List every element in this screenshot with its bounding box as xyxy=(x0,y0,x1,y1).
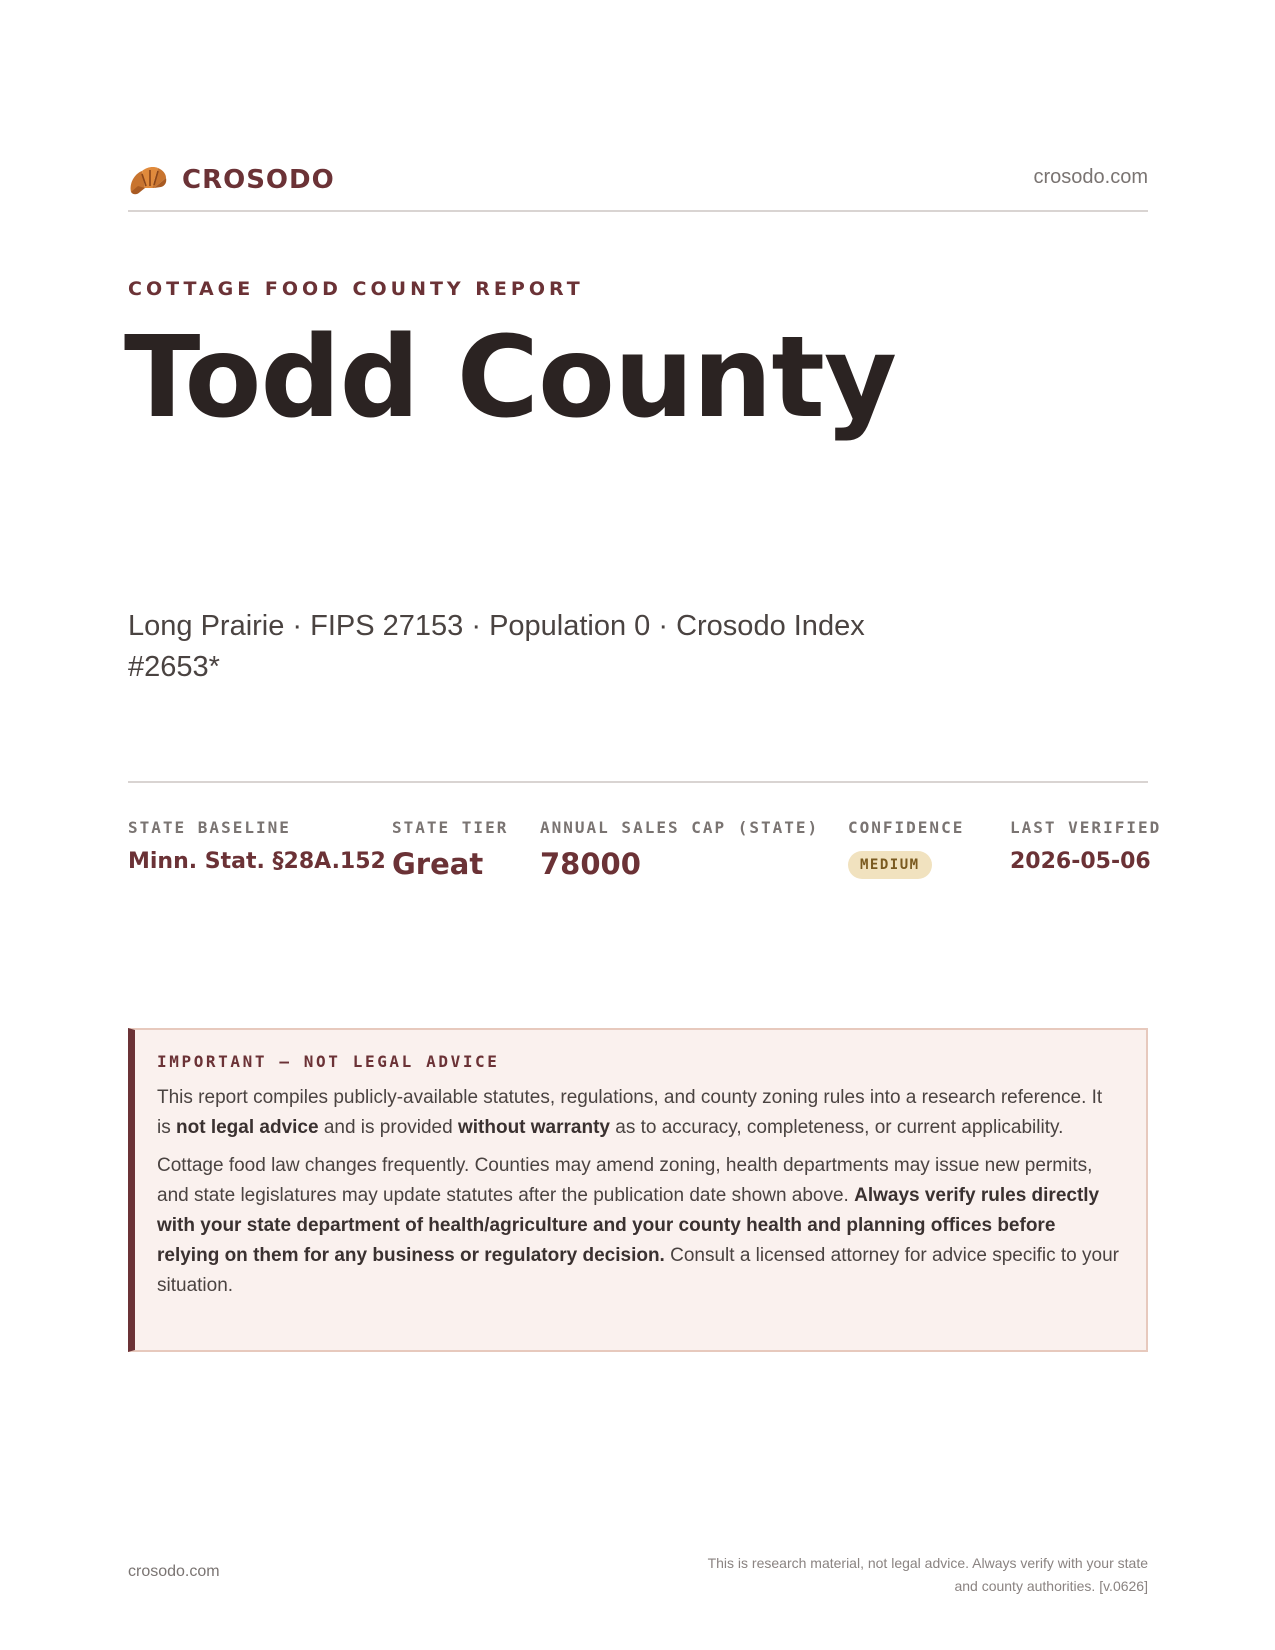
footer-disclaimer-line: This is research material, not legal advice. Always verify with your state xyxy=(707,1555,1148,1571)
county-subline: Long Prairie · FIPS 27153 · Population 0 · Crosodo Index #2653* xyxy=(128,610,865,683)
croissant-icon xyxy=(128,162,168,198)
stat-value: Minn. Stat. §28A.152 xyxy=(128,849,386,874)
stat-state-baseline xyxy=(128,818,386,874)
stat-annual-sales-cap xyxy=(540,818,819,881)
report-page xyxy=(124,0,1162,1650)
stat-value: 78000 xyxy=(540,847,641,881)
stat-confidence xyxy=(848,818,964,879)
notice-text: and is provided xyxy=(318,1117,458,1138)
stat-label: LAST VERIFIED xyxy=(1010,818,1162,837)
notice-emphasis: Always verify rules directly with your state department of health/agriculture and your county health and planning offices before relying on them for any business or regulatory decision. xyxy=(157,1185,1100,1266)
stat-label: ANNUAL SALES CAP (STATE) xyxy=(540,818,820,837)
footer-disclaimer xyxy=(628,1552,1148,1598)
notice-paragraph-2 xyxy=(157,1151,1120,1301)
stat-value: Great xyxy=(392,847,484,881)
stats-divider xyxy=(128,781,1148,783)
confidence-badge: MEDIUM xyxy=(848,851,932,879)
report-eyebrow: COTTAGE FOOD COUNTY REPORT xyxy=(128,278,584,300)
footer-url-link[interactable]: crosodo.com xyxy=(128,1563,220,1580)
footer-disclaimer-line: and county authorities. [v.0626] xyxy=(954,1578,1148,1594)
header-url-link[interactable]: crosodo.com xyxy=(1033,166,1148,188)
notice-text: Consult a licensed attorney for advice specific to your situation. xyxy=(157,1245,1119,1296)
page-header xyxy=(128,158,1148,212)
page-title: Todd County xyxy=(124,313,896,443)
stat-last-verified xyxy=(1010,818,1161,874)
notice-paragraph-1 xyxy=(157,1083,1120,1143)
notice-emphasis: not legal advice xyxy=(176,1117,319,1138)
stat-state-tier xyxy=(392,818,508,881)
stat-value: 2026-05-06 xyxy=(1010,849,1151,874)
stat-label: CONFIDENCE xyxy=(848,818,965,837)
stat-label: STATE BASELINE xyxy=(128,818,291,837)
notice-text: This report compiles publicly-available statutes, regulations, and county zoning rules into a research reference. It is xyxy=(157,1087,1103,1138)
legal-notice xyxy=(128,1028,1148,1352)
notice-emphasis: without warranty xyxy=(457,1117,610,1138)
stat-label: STATE TIER xyxy=(392,818,509,837)
notice-text: as to accuracy, completeness, or current applicability. xyxy=(609,1117,1064,1138)
notice-title: IMPORTANT — NOT LEGAL ADVICE xyxy=(157,1052,500,1071)
brand-name: CROSODO xyxy=(182,165,335,195)
brand[interactable] xyxy=(128,162,335,198)
notice-text: Cottage food law changes frequently. Counties may amend zoning, health departments may issue new permits, and state legislatures may update statutes after the publication date shown above. xyxy=(157,1155,1093,1206)
